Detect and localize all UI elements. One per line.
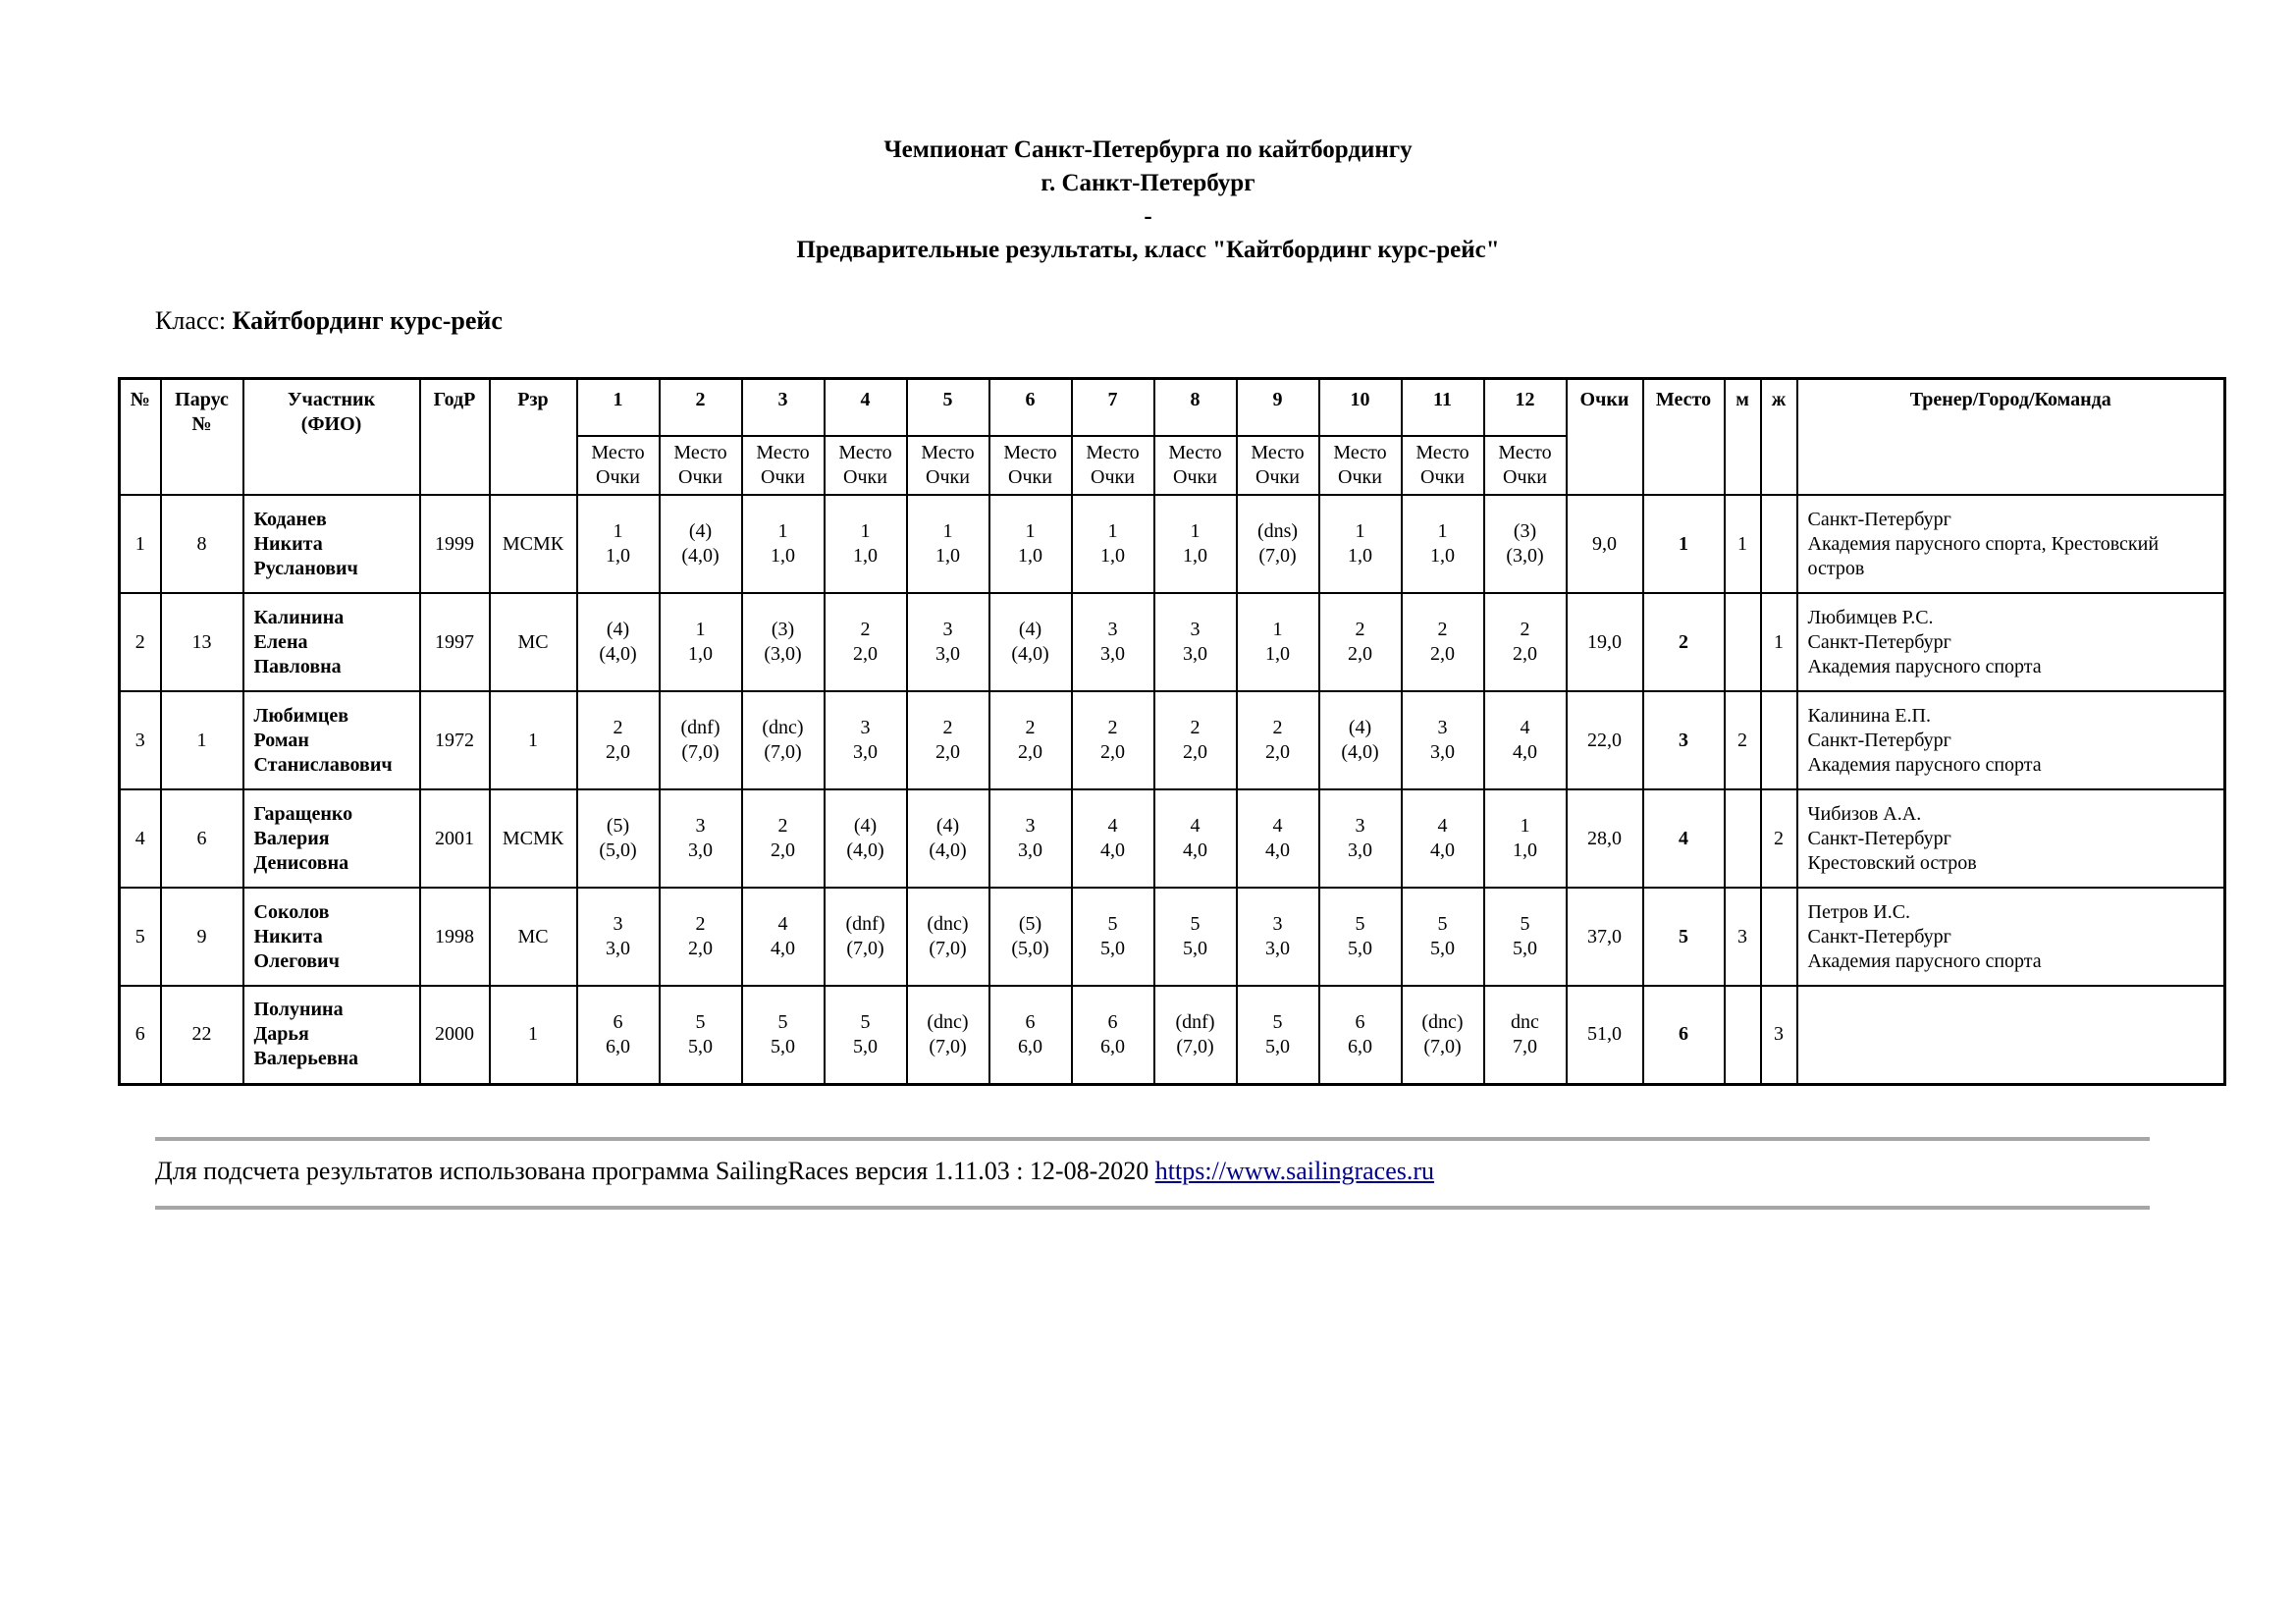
sport-rank: МС <box>490 593 577 691</box>
race-result: 6 6,0 <box>1072 986 1154 1084</box>
race-result: (5) (5,0) <box>577 789 660 888</box>
title-line-championship: Чемпионат Санкт-Петербурга по кайтбордингу <box>883 136 1413 163</box>
coach-city-team: Калинина Е.П. Санкт-Петербург Академия парусного спорта <box>1797 691 2225 789</box>
race-result: 1 1,0 <box>1484 789 1567 888</box>
document-title <box>0 134 2296 267</box>
final-place: 5 <box>1643 888 1725 986</box>
header-rank: Рзр <box>490 379 577 496</box>
race-result: 4 4,0 <box>1402 789 1484 888</box>
coach-city-team: Чибизов А.А. Санкт-Петербург Крестовский остров <box>1797 789 2225 888</box>
participant-name: Любимцев Роман Станиславович <box>243 691 420 789</box>
final-place: 2 <box>1643 593 1725 691</box>
header-zh: ж <box>1761 379 1797 496</box>
header-sail: Парус № <box>161 379 243 496</box>
race-result: (dnc) (7,0) <box>1402 986 1484 1084</box>
race-result: 1 1,0 <box>907 495 989 593</box>
race-result: 1 1,0 <box>1072 495 1154 593</box>
race-result: (dnc) (7,0) <box>907 986 989 1084</box>
race-result: 5 5,0 <box>1484 888 1567 986</box>
race-result: (dnf) (7,0) <box>660 691 742 789</box>
race-result: 3 3,0 <box>1319 789 1402 888</box>
sail-number: 1 <box>161 691 243 789</box>
race-result: (dns) (7,0) <box>1237 495 1319 593</box>
sail-number: 13 <box>161 593 243 691</box>
sport-rank: МСМК <box>490 789 577 888</box>
race-result: dnc 7,0 <box>1484 986 1567 1084</box>
race-result: 5 5,0 <box>825 986 907 1084</box>
race-result: (4) (4,0) <box>577 593 660 691</box>
footer-text: Для подсчета результатов использована программа SailingRaces версия 1.11.03 : 12-08-2020 <box>155 1157 1155 1185</box>
footer-note <box>155 1157 1434 1186</box>
race-result: 5 5,0 <box>660 986 742 1084</box>
final-place: 3 <box>1643 691 1725 789</box>
men-place: 1 <box>1725 495 1761 593</box>
women-place <box>1761 691 1797 789</box>
header-race-sub: Место Очки <box>907 436 989 495</box>
race-result: 3 3,0 <box>907 593 989 691</box>
results-table <box>118 377 2226 1086</box>
race-result: 2 2,0 <box>577 691 660 789</box>
row-num: 3 <box>120 691 161 789</box>
birth-year: 2001 <box>420 789 490 888</box>
race-result: (4) (4,0) <box>989 593 1072 691</box>
race-result: 2 2,0 <box>660 888 742 986</box>
birth-year: 1999 <box>420 495 490 593</box>
race-result: 4 4,0 <box>1484 691 1567 789</box>
header-race-sub: Место Очки <box>1072 436 1154 495</box>
sail-number: 8 <box>161 495 243 593</box>
race-result: 5 5,0 <box>1154 888 1237 986</box>
header-race-sub: Место Очки <box>1484 436 1567 495</box>
race-result: 4 4,0 <box>1072 789 1154 888</box>
final-place: 1 <box>1643 495 1725 593</box>
header-race-sub: Место Очки <box>577 436 660 495</box>
total-points: 19,0 <box>1567 593 1643 691</box>
final-place: 4 <box>1643 789 1725 888</box>
header-place: Место <box>1643 379 1725 496</box>
race-result: 4 4,0 <box>1154 789 1237 888</box>
header-race: 5 <box>907 379 989 437</box>
class-info <box>155 306 503 336</box>
race-result: 6 6,0 <box>577 986 660 1084</box>
participant-name: Коданев Никита Русланович <box>243 495 420 593</box>
race-result: 2 2,0 <box>989 691 1072 789</box>
header-race: 10 <box>1319 379 1402 437</box>
header-m: м <box>1725 379 1761 496</box>
class-value: Кайтбординг курс-рейс <box>232 306 503 335</box>
row-num: 5 <box>120 888 161 986</box>
race-result: 3 3,0 <box>660 789 742 888</box>
race-result: 5 5,0 <box>1402 888 1484 986</box>
table-row <box>120 593 2225 691</box>
table-row <box>120 986 2225 1084</box>
table-row <box>120 495 2225 593</box>
participant-name: Гаращенко Валерия Денисовна <box>243 789 420 888</box>
race-result: 2 2,0 <box>907 691 989 789</box>
row-num: 2 <box>120 593 161 691</box>
race-result: (4) (4,0) <box>1319 691 1402 789</box>
race-result: 2 2,0 <box>1237 691 1319 789</box>
race-result: 6 6,0 <box>989 986 1072 1084</box>
race-result: (3) (3,0) <box>742 593 825 691</box>
row-num: 1 <box>120 495 161 593</box>
race-result: 1 1,0 <box>742 495 825 593</box>
header-race: 12 <box>1484 379 1567 437</box>
race-result: 5 5,0 <box>742 986 825 1084</box>
header-race-sub: Место Очки <box>825 436 907 495</box>
race-result: 1 1,0 <box>1319 495 1402 593</box>
race-result: 3 3,0 <box>1237 888 1319 986</box>
race-result: 2 2,0 <box>742 789 825 888</box>
title-line-dash: - <box>1144 203 1152 230</box>
race-result: 1 1,0 <box>825 495 907 593</box>
total-points: 22,0 <box>1567 691 1643 789</box>
total-points: 9,0 <box>1567 495 1643 593</box>
race-result: 2 2,0 <box>1319 593 1402 691</box>
header-race-sub: Место Очки <box>989 436 1072 495</box>
sport-rank: 1 <box>490 691 577 789</box>
header-race-sub: Место Очки <box>1402 436 1484 495</box>
total-points: 28,0 <box>1567 789 1643 888</box>
header-race: 11 <box>1402 379 1484 437</box>
footer-divider-top <box>155 1137 2150 1141</box>
women-place: 1 <box>1761 593 1797 691</box>
men-place <box>1725 986 1761 1084</box>
birth-year: 1972 <box>420 691 490 789</box>
men-place <box>1725 789 1761 888</box>
sail-number: 9 <box>161 888 243 986</box>
class-label: Класс: <box>155 306 233 335</box>
race-result: 2 2,0 <box>1484 593 1567 691</box>
sport-rank: 1 <box>490 986 577 1084</box>
header-race: 4 <box>825 379 907 437</box>
header-participant: Участник (ФИО) <box>243 379 420 496</box>
men-place: 3 <box>1725 888 1761 986</box>
header-race: 7 <box>1072 379 1154 437</box>
women-place <box>1761 495 1797 593</box>
table-row <box>120 691 2225 789</box>
header-race: 1 <box>577 379 660 437</box>
coach-city-team <box>1797 986 2225 1084</box>
title-line-city: г. Санкт-Петербург <box>1041 170 1255 196</box>
race-result: (5) (5,0) <box>989 888 1072 986</box>
sport-rank: МС <box>490 888 577 986</box>
women-place: 3 <box>1761 986 1797 1084</box>
race-result: 1 1,0 <box>1237 593 1319 691</box>
participant-name: Соколов Никита Олегович <box>243 888 420 986</box>
header-race: 9 <box>1237 379 1319 437</box>
men-place <box>1725 593 1761 691</box>
race-result: 2 2,0 <box>1154 691 1237 789</box>
header-race-sub: Место Очки <box>1237 436 1319 495</box>
race-result: 1 1,0 <box>1154 495 1237 593</box>
race-result: 6 6,0 <box>1319 986 1402 1084</box>
header-year: ГодР <box>420 379 490 496</box>
race-result: 3 3,0 <box>825 691 907 789</box>
final-place: 6 <box>1643 986 1725 1084</box>
race-result: (dnc) (7,0) <box>907 888 989 986</box>
race-result: 5 5,0 <box>1072 888 1154 986</box>
race-result: 3 3,0 <box>989 789 1072 888</box>
race-result: 2 2,0 <box>1402 593 1484 691</box>
women-place: 2 <box>1761 789 1797 888</box>
race-result: 5 5,0 <box>1237 986 1319 1084</box>
coach-city-team: Петров И.С. Санкт-Петербург Академия парусного спорта <box>1797 888 2225 986</box>
sailingraces-link[interactable]: https://www.sailingraces.ru <box>1154 1157 1435 1185</box>
footer-divider-bottom <box>155 1206 2150 1210</box>
birth-year: 1997 <box>420 593 490 691</box>
race-result: (4) (4,0) <box>825 789 907 888</box>
women-place <box>1761 888 1797 986</box>
table-header <box>120 379 2225 496</box>
race-result: (dnf) (7,0) <box>1154 986 1237 1084</box>
race-result: 4 4,0 <box>742 888 825 986</box>
participant-name: Калинина Елена Павловна <box>243 593 420 691</box>
race-result: (3) (3,0) <box>1484 495 1567 593</box>
race-result: 2 2,0 <box>1072 691 1154 789</box>
coach-city-team: Любимцев Р.С. Санкт-Петербург Академия парусного спорта <box>1797 593 2225 691</box>
race-result: 1 1,0 <box>1402 495 1484 593</box>
race-result: (dnc) (7,0) <box>742 691 825 789</box>
men-place: 2 <box>1725 691 1761 789</box>
row-num: 4 <box>120 789 161 888</box>
race-result: 1 1,0 <box>660 593 742 691</box>
race-result: (dnf) (7,0) <box>825 888 907 986</box>
header-race-sub: Место Очки <box>1319 436 1402 495</box>
sail-number: 6 <box>161 789 243 888</box>
header-race-sub: Место Очки <box>742 436 825 495</box>
header-race: 2 <box>660 379 742 437</box>
header-race: 8 <box>1154 379 1237 437</box>
race-result: 1 1,0 <box>989 495 1072 593</box>
race-result: 3 3,0 <box>1154 593 1237 691</box>
race-result: 2 2,0 <box>825 593 907 691</box>
race-result: (4) (4,0) <box>907 789 989 888</box>
birth-year: 2000 <box>420 986 490 1084</box>
race-result: 5 5,0 <box>1319 888 1402 986</box>
birth-year: 1998 <box>420 888 490 986</box>
sport-rank: МСМК <box>490 495 577 593</box>
row-num: 6 <box>120 986 161 1084</box>
header-race-sub: Место Очки <box>660 436 742 495</box>
title-line-results: Предварительные результаты, класс "Кайтбординг курс-рейс" <box>796 237 1500 263</box>
table-row <box>120 888 2225 986</box>
header-race-sub: Место Очки <box>1154 436 1237 495</box>
table-row <box>120 789 2225 888</box>
race-result: 1 1,0 <box>577 495 660 593</box>
total-points: 51,0 <box>1567 986 1643 1084</box>
race-result: 3 3,0 <box>1072 593 1154 691</box>
coach-city-team: Санкт-Петербург Академия парусного спорта, Крестовский остров <box>1797 495 2225 593</box>
table-body <box>120 495 2225 1084</box>
header-coach: Тренер/Город/Команда <box>1797 379 2225 496</box>
header-race: 6 <box>989 379 1072 437</box>
header-num: № <box>120 379 161 496</box>
race-result: (4) (4,0) <box>660 495 742 593</box>
race-result: 3 3,0 <box>577 888 660 986</box>
race-result: 4 4,0 <box>1237 789 1319 888</box>
participant-name: Полунина Дарья Валерьевна <box>243 986 420 1084</box>
sail-number: 22 <box>161 986 243 1084</box>
race-result: 3 3,0 <box>1402 691 1484 789</box>
header-race: 3 <box>742 379 825 437</box>
header-points: Очки <box>1567 379 1643 496</box>
total-points: 37,0 <box>1567 888 1643 986</box>
